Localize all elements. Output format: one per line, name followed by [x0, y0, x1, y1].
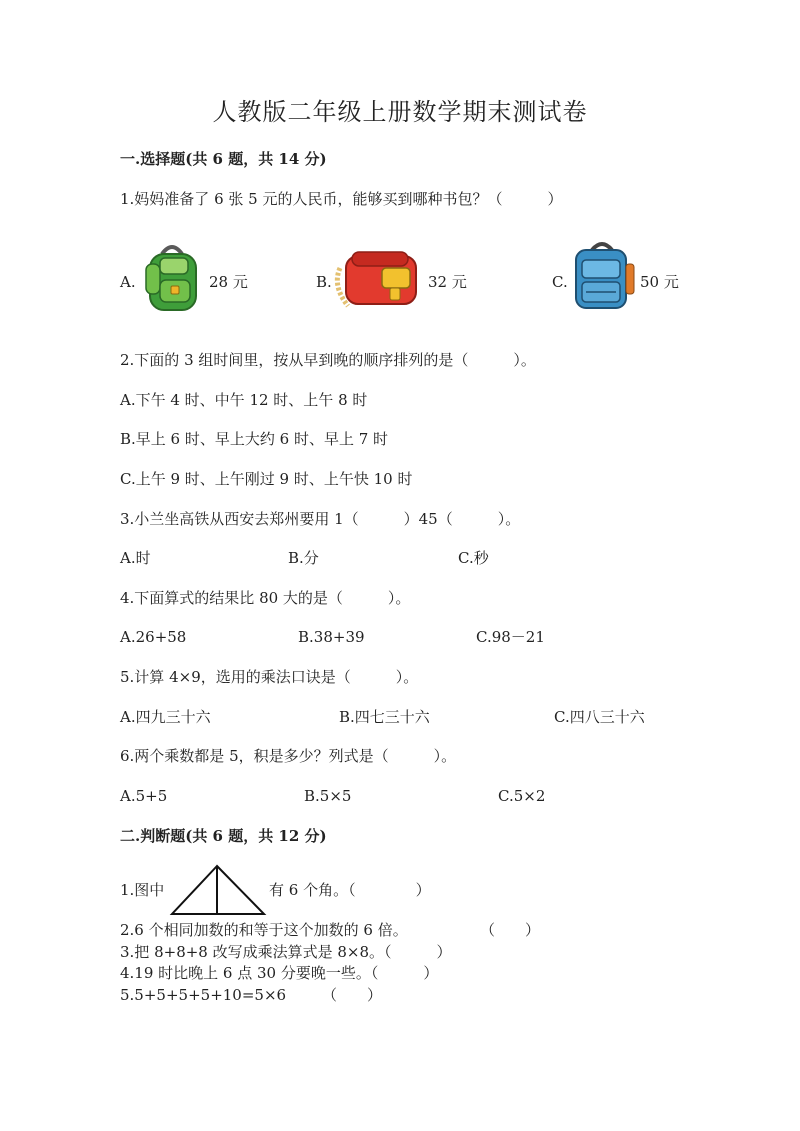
- q3-stem: 3.小兰坐高铁从西安去郑州要用 1（ ）45（ ）。: [120, 510, 521, 528]
- judge-q1-suffix: 有 6 个角。（ ）: [269, 881, 431, 899]
- judge-q1-prefix: 1.图中: [120, 881, 165, 899]
- q1-option-b-price: 32 元: [428, 273, 467, 291]
- q3-option-a: A.时: [120, 549, 151, 567]
- q1-stem: 1.妈妈准备了 6 张 5 元的人民币，能够买到哪种书包？（ ）: [120, 190, 563, 208]
- judge-q4: 4.19 时比晚上 6 点 30 分要晚一些。（ ）: [120, 964, 439, 982]
- q6-stem: 6.两个乘数都是 5，积是多少？列式是（ ）。: [120, 747, 457, 765]
- q6-option-a: A.5+5: [120, 787, 168, 805]
- section1-heading: 一.选择题(共 6 题，共 14 分): [120, 150, 327, 168]
- q2-option-c: C.上午 9 时、上午刚过 9 时、上午快 10 时: [120, 470, 413, 488]
- q5-option-c: C.四八三十六: [554, 708, 645, 726]
- q1-option-b-letter: B.: [316, 273, 332, 291]
- judge-q3: 3.把 8+8+8 改写成乘法算式是 8×8。（ ）: [120, 943, 452, 961]
- blue-backpack-icon: [566, 240, 638, 312]
- q3-option-b: B.分: [288, 549, 319, 567]
- q2-stem: 2.下面的 3 组时间里，按从早到晚的顺序排列的是（ ）。: [120, 351, 536, 369]
- judge-q2: 2.6 个相同加数的和等于这个加数的 6 倍。: [120, 921, 408, 939]
- q4-option-a: A.26+58: [120, 628, 187, 646]
- red-backpack-icon: [330, 246, 426, 310]
- q5-option-b: B.四七三十六: [339, 708, 430, 726]
- q2-option-a: A.下午 4 时、中午 12 时、上午 8 时: [120, 391, 368, 409]
- judge-q5-paren: （ ）: [322, 986, 383, 1004]
- green-backpack-icon: [136, 242, 208, 314]
- page-title: 人教版二年级上册数学期末测试卷: [212, 98, 588, 126]
- q4-stem: 4.下面算式的结果比 80 大的是（ ）。: [120, 589, 411, 607]
- q4-option-b: B.38+39: [298, 628, 365, 646]
- q2-option-b: B.早上 6 时、早上大约 6 时、早上 7 时: [120, 430, 389, 448]
- triangle-figure-icon: [169, 863, 267, 917]
- q5-stem: 5.计算 4×9，选用的乘法口诀是（ ）。: [120, 668, 419, 686]
- q1-option-a-letter: A.: [120, 273, 136, 291]
- q4-option-c: C.98－21: [476, 628, 545, 646]
- q1-option-a-price: 28 元: [209, 273, 248, 291]
- q1-option-c-price: 50 元: [640, 273, 679, 291]
- q1-option-c-letter: C.: [552, 273, 568, 291]
- section2-heading: 二.判断题(共 6 题，共 12 分): [120, 827, 327, 845]
- judge-q2-paren: （ ）: [480, 921, 541, 939]
- q6-option-c: C.5×2: [498, 787, 546, 805]
- q6-option-b: B.5×5: [304, 787, 352, 805]
- judge-q5: 5.5+5+5+5+10=5×6: [120, 986, 287, 1004]
- q5-option-a: A.四九三十六: [120, 708, 211, 726]
- q3-option-c: C.秒: [458, 549, 489, 567]
